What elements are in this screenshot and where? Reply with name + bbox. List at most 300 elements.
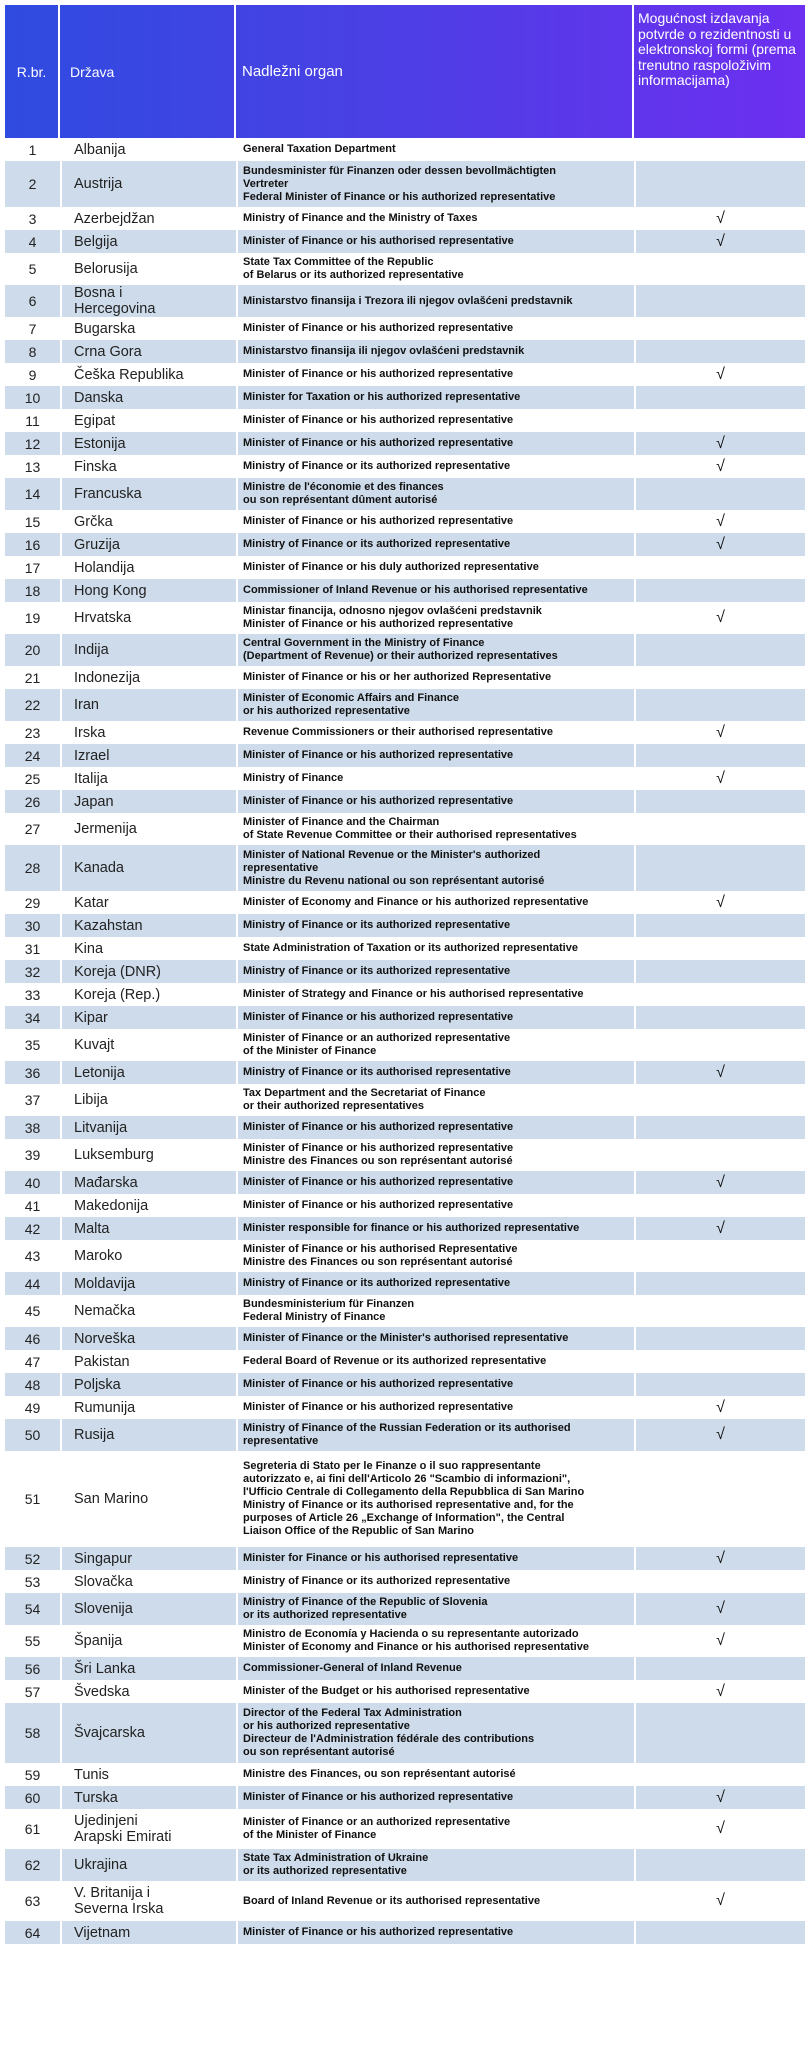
table-row	[5, 891, 805, 914]
country-cell: Luksemburg	[60, 1139, 236, 1171]
country-cell: Češka Republika	[60, 363, 236, 386]
row-number-cell: 7	[28, 320, 37, 337]
row-number-cell: 10	[24, 389, 41, 406]
country-cell: Albanija	[60, 138, 236, 161]
country-cell: Hong Kong	[60, 579, 236, 602]
country-cell: Vijetnam	[60, 1921, 236, 1944]
country-cell: Finska	[60, 455, 236, 478]
check-mark-icon: √	[716, 893, 725, 911]
check-mark-icon: √	[716, 769, 725, 787]
row-number-cell: 53	[24, 1573, 41, 1590]
table-row	[5, 602, 805, 634]
table-row	[5, 1786, 805, 1809]
table-row	[5, 230, 805, 253]
electronic-certificate-cell	[634, 1921, 805, 1944]
table-row	[5, 1373, 805, 1396]
table-row	[5, 1295, 805, 1327]
row-number-cell: 27	[24, 821, 41, 837]
table-row	[5, 1327, 805, 1350]
table-row	[5, 253, 805, 285]
authority-cell: Minister of Economy and Finance or his authorized representative	[236, 891, 634, 914]
row-number-cell: 44	[24, 1275, 41, 1292]
table-row	[5, 1809, 805, 1849]
row-number-cell: 31	[24, 940, 41, 957]
table-row	[5, 1547, 805, 1570]
row-number-cell: 24	[24, 747, 41, 764]
table-row	[5, 161, 805, 207]
table-row	[5, 138, 805, 161]
country-cell: Šri Lanka	[60, 1657, 236, 1680]
country-cell: Španija	[60, 1625, 236, 1657]
country-cell: Libija	[60, 1084, 236, 1116]
country-cell: Austrija	[60, 161, 236, 207]
table-row	[5, 409, 805, 432]
table-row	[5, 1272, 805, 1295]
authority-cell: Ministarstvo finansija i Trezora ili njegov ovlašćeni predstavnik	[236, 285, 634, 317]
country-cell: Nemačka	[60, 1295, 236, 1327]
row-number-cell: 59	[24, 1766, 41, 1783]
table-row	[5, 1680, 805, 1703]
row-number-cell: 35	[24, 1037, 41, 1053]
row-number-cell: 55	[24, 1633, 41, 1649]
electronic-certificate-cell	[634, 1419, 805, 1451]
electronic-certificate-cell	[634, 1593, 805, 1625]
authority-cell: Federal Board of Revenue or its authorized representative	[236, 1350, 634, 1373]
authority-cell: Minister for Taxation or his authorized representative	[236, 386, 634, 409]
country-cell: Malta	[60, 1217, 236, 1240]
row-number-cell: 17	[24, 559, 41, 576]
row-number-cell: 45	[24, 1303, 41, 1319]
authority-cell: Minister for Finance or his authorised representative	[236, 1547, 634, 1570]
electronic-certificate-cell	[634, 721, 805, 744]
row-number-cell: 12	[24, 435, 41, 452]
authority-cell: Minister of Finance or the Minister's authorised representative	[236, 1327, 634, 1350]
row-number-cell: 26	[24, 793, 41, 810]
country-cell: Kina	[60, 937, 236, 960]
country-cell: Koreja (Rep.)	[60, 983, 236, 1006]
country-cell: Kipar	[60, 1006, 236, 1029]
electronic-certificate-cell	[634, 813, 805, 845]
table-row	[5, 1570, 805, 1593]
electronic-certificate-cell	[634, 455, 805, 478]
country-cell: Francuska	[60, 478, 236, 510]
electronic-certificate-cell	[634, 790, 805, 813]
row-number-cell: 64	[24, 1924, 41, 1941]
check-mark-icon: √	[716, 365, 725, 383]
electronic-certificate-cell	[634, 1139, 805, 1171]
country-cell: V. Britanija i Severna Irska	[60, 1881, 236, 1921]
table-row	[5, 937, 805, 960]
table-row	[5, 1419, 805, 1451]
table-row	[5, 960, 805, 983]
row-number-cell: 30	[24, 917, 41, 934]
country-cell: Bosna i Hercegovina	[60, 285, 236, 317]
country-cell: Mađarska	[60, 1171, 236, 1194]
authority-cell: Minister of Finance or his authorized representative	[236, 1396, 634, 1419]
authority-cell: Minister of Finance or his authorized representative	[236, 409, 634, 432]
table-row	[5, 914, 805, 937]
country-cell: Jermenija	[60, 813, 236, 845]
header-country: Država	[60, 5, 236, 138]
electronic-certificate-cell	[634, 432, 805, 455]
electronic-certificate-cell	[634, 1547, 805, 1570]
authority-cell: Minister of Finance or his authorized representative	[236, 790, 634, 813]
country-cell: Ukrajina	[60, 1849, 236, 1881]
authority-cell: Ministry of Finance or its authorized representative	[236, 960, 634, 983]
row-number-cell: 18	[24, 582, 41, 599]
row-number-cell: 46	[24, 1330, 41, 1347]
row-number-cell: 22	[24, 697, 41, 713]
table-row	[5, 455, 805, 478]
table-row	[5, 790, 805, 813]
authority-cell: Minister of Finance or his authorized representative	[236, 744, 634, 767]
country-cell: Poljska	[60, 1373, 236, 1396]
row-number-cell: 62	[24, 1857, 41, 1873]
row-number-cell: 19	[24, 610, 41, 626]
electronic-certificate-cell	[634, 138, 805, 161]
table-row	[5, 579, 805, 602]
electronic-certificate-cell	[634, 207, 805, 230]
row-number-cell: 1	[28, 141, 37, 158]
check-mark-icon: √	[716, 609, 725, 626]
authority-cell: Minister of Strategy and Finance or his authorised representative	[236, 983, 634, 1006]
check-mark-icon: √	[716, 1820, 725, 1837]
electronic-certificate-cell	[634, 1680, 805, 1703]
row-number-cell: 13	[24, 458, 41, 475]
check-mark-icon: √	[716, 209, 725, 227]
authority-cell: Minister of Finance or his authorized representative	[236, 1006, 634, 1029]
authority-cell: Minister of National Revenue or the Minister's authorized representative Ministre du Revenu national ou son représentant autorisé	[236, 845, 634, 891]
row-number-cell: 8	[28, 343, 37, 360]
authority-cell: Minister of Finance or his authorized representative	[236, 432, 634, 455]
check-mark-icon: √	[716, 535, 725, 553]
table-row	[5, 386, 805, 409]
authority-cell: Minister of Finance or his authorized representative	[236, 1116, 634, 1139]
electronic-certificate-cell	[634, 285, 805, 317]
country-cell: Litvanija	[60, 1116, 236, 1139]
country-cell: Norveška	[60, 1327, 236, 1350]
authority-cell: Minister of Finance or his authorized representative	[236, 1921, 634, 1944]
authority-cell: Minister of Finance or his authorised Representative Ministre des Finances ou son représentant autorisé	[236, 1240, 634, 1272]
table-row	[5, 845, 805, 891]
country-cell: Kazahstan	[60, 914, 236, 937]
row-number-cell: 60	[24, 1789, 41, 1806]
row-number-cell: 34	[24, 1009, 41, 1026]
row-number-cell: 23	[24, 724, 41, 741]
authority-cell: State Tax Administration of Ukraine or its authorized representative	[236, 1849, 634, 1881]
table-row	[5, 813, 805, 845]
authority-cell: Commissioner of Inland Revenue or his authorised representative	[236, 579, 634, 602]
electronic-certificate-cell	[634, 1061, 805, 1084]
row-number-cell: 43	[24, 1248, 41, 1264]
row-number-cell: 56	[24, 1660, 41, 1677]
table-row	[5, 1084, 805, 1116]
country-cell: Letonija	[60, 1061, 236, 1084]
table-row	[5, 744, 805, 767]
authority-cell: Minister of Finance or his authorized representative Ministre des Finances ou son représentant autorisé	[236, 1139, 634, 1171]
row-number-cell: 42	[24, 1220, 41, 1237]
check-mark-icon: √	[716, 1063, 725, 1081]
country-cell: Belgija	[60, 230, 236, 253]
electronic-certificate-cell	[634, 983, 805, 1006]
electronic-certificate-cell	[634, 1570, 805, 1593]
country-cell: Hrvatska	[60, 602, 236, 634]
authority-cell: Minister of Finance or his authorized representative	[236, 1786, 634, 1809]
row-number-cell: 48	[24, 1376, 41, 1393]
authority-cell: Minister of Finance or his authorized representative	[236, 1373, 634, 1396]
authority-cell: State Tax Committee of the Republic of Belarus or its authorized representative	[236, 253, 634, 285]
check-mark-icon: √	[716, 434, 725, 452]
electronic-certificate-cell	[634, 891, 805, 914]
check-mark-icon: √	[716, 1219, 725, 1237]
authority-cell: Ministarstvo finansija ili njegov ovlašćeni predstavnik	[236, 340, 634, 363]
country-cell: Holandija	[60, 556, 236, 579]
table-row	[5, 207, 805, 230]
table-row	[5, 1451, 805, 1547]
authority-cell: Ministry of Finance or its authorized representative	[236, 914, 634, 937]
table-row	[5, 1921, 805, 1944]
row-number-cell: 3	[28, 210, 37, 227]
table-row	[5, 1593, 805, 1625]
electronic-certificate-cell	[634, 666, 805, 689]
table-row	[5, 510, 805, 533]
check-mark-icon: √	[716, 1173, 725, 1191]
electronic-certificate-cell	[634, 744, 805, 767]
country-cell: Grčka	[60, 510, 236, 533]
electronic-certificate-cell	[634, 767, 805, 790]
table-row	[5, 666, 805, 689]
row-number-cell: 29	[24, 894, 41, 911]
authority-cell: Minister of Finance and the Chairman of State Revenue Committee or their authorised representatives	[236, 813, 634, 845]
country-cell: Ujedinjeni Arapski Emirati	[60, 1809, 236, 1849]
table-row	[5, 1703, 805, 1763]
row-number-cell: 49	[24, 1399, 41, 1416]
table-row	[5, 983, 805, 1006]
authority-cell: Ministar financija, odnosno njegov ovlašćeni predstavnik Minister of Finance or his authorized representative	[236, 602, 634, 634]
check-mark-icon: √	[716, 457, 725, 475]
table-row	[5, 1396, 805, 1419]
row-number-cell: 36	[24, 1064, 41, 1081]
authority-cell: Minister of Finance or his duly authorized representative	[236, 556, 634, 579]
row-number-cell: 4	[28, 233, 37, 250]
header-number: R.br.	[5, 5, 60, 138]
row-number-cell: 38	[24, 1119, 41, 1136]
authority-cell: Ministry of Finance or its authorized representative	[236, 455, 634, 478]
row-number-cell: 40	[24, 1174, 41, 1191]
country-cell: Irska	[60, 721, 236, 744]
row-number-cell: 14	[24, 486, 41, 502]
authority-cell: Minister of Finance or his authorized representative	[236, 363, 634, 386]
electronic-certificate-cell	[634, 386, 805, 409]
authority-cell: Minister of Finance or an authorized representative of the Minister of Finance	[236, 1029, 634, 1061]
country-cell: Iran	[60, 689, 236, 721]
table-row	[5, 1240, 805, 1272]
table-row	[5, 1171, 805, 1194]
table-body	[5, 138, 805, 1944]
country-cell: Švajcarska	[60, 1703, 236, 1763]
authority-cell: Ministry of Finance of the Russian Federation or its authorised representative	[236, 1419, 634, 1451]
check-mark-icon: √	[716, 1892, 725, 1909]
table-row	[5, 363, 805, 386]
country-cell: Moldavija	[60, 1272, 236, 1295]
electronic-certificate-cell	[634, 161, 805, 207]
electronic-certificate-cell	[634, 1763, 805, 1786]
electronic-certificate-cell	[634, 914, 805, 937]
electronic-certificate-cell	[634, 1625, 805, 1657]
country-cell: Maroko	[60, 1240, 236, 1272]
authority-cell: Ministro de Economía y Hacienda o su representante autorizado Minister of Economy and Finance or his authorised representative	[236, 1625, 634, 1657]
table-row	[5, 1061, 805, 1084]
electronic-certificate-cell	[634, 1171, 805, 1194]
country-cell: Egipat	[60, 409, 236, 432]
table-row	[5, 556, 805, 579]
electronic-certificate-cell	[634, 1703, 805, 1763]
electronic-certificate-cell	[634, 1327, 805, 1350]
electronic-certificate-cell	[634, 1084, 805, 1116]
country-cell: Belorusija	[60, 253, 236, 285]
country-cell: Bugarska	[60, 317, 236, 340]
row-number-cell: 52	[24, 1550, 41, 1567]
authority-cell: General Taxation Department	[236, 138, 634, 161]
authority-cell: Board of Inland Revenue or its authorised representative	[236, 1881, 634, 1921]
authority-cell: Ministry of Finance	[236, 767, 634, 790]
country-cell: Pakistan	[60, 1350, 236, 1373]
electronic-certificate-cell	[634, 1217, 805, 1240]
authority-cell: Minister of Finance or an authorized representative of the Minister of Finance	[236, 1809, 634, 1849]
check-mark-icon: √	[716, 232, 725, 250]
electronic-certificate-cell	[634, 1006, 805, 1029]
electronic-certificate-cell	[634, 1373, 805, 1396]
electronic-certificate-cell	[634, 689, 805, 721]
electronic-certificate-cell	[634, 1451, 805, 1547]
authority-cell: Tax Department and the Secretariat of Finance or their authorized representatives	[236, 1084, 634, 1116]
row-number-cell: 2	[28, 176, 37, 192]
country-cell: Kuvajt	[60, 1029, 236, 1061]
authority-cell: Ministry of Finance or its authorised representative	[236, 1061, 634, 1084]
electronic-certificate-cell	[634, 1295, 805, 1327]
table-row	[5, 317, 805, 340]
electronic-certificate-cell	[634, 1240, 805, 1272]
check-mark-icon: √	[716, 1398, 725, 1416]
electronic-certificate-cell	[634, 1029, 805, 1061]
electronic-certificate-cell	[634, 363, 805, 386]
row-number-cell: 50	[24, 1427, 41, 1443]
electronic-certificate-cell	[634, 510, 805, 533]
country-cell: Kanada	[60, 845, 236, 891]
country-cell: Koreja (DNR)	[60, 960, 236, 983]
table-row	[5, 478, 805, 510]
authority-cell: Minister of Finance or his or her authorized Representative	[236, 666, 634, 689]
authority-cell: Minister of Finance or his authorized representative	[236, 510, 634, 533]
table-row	[5, 1139, 805, 1171]
row-number-cell: 39	[24, 1147, 41, 1163]
header-electronic-certificate: Mogućnost izdavanja potvrde o rezidentnosti u elektronskoj formi (prema trenutno raspoloživim informacijama)	[638, 10, 796, 88]
country-cell: Gruzija	[60, 533, 236, 556]
country-cell: Slovačka	[60, 1570, 236, 1593]
row-number-cell: 32	[24, 963, 41, 980]
country-cell: Turska	[60, 1786, 236, 1809]
country-cell: Indija	[60, 634, 236, 666]
authority-cell: Bundesministerium für Finanzen Federal Ministry of Finance	[236, 1295, 634, 1327]
row-number-cell: 57	[24, 1683, 41, 1700]
row-number-cell: 21	[24, 669, 41, 686]
table-row	[5, 1029, 805, 1061]
row-number-cell: 61	[24, 1821, 41, 1837]
row-number-cell: 11	[25, 412, 40, 429]
table-row	[5, 1194, 805, 1217]
tax-authorities-table	[5, 5, 805, 1944]
electronic-certificate-cell	[634, 533, 805, 556]
row-number-cell: 58	[24, 1725, 41, 1741]
country-cell: Tunis	[60, 1763, 236, 1786]
country-cell: Danska	[60, 386, 236, 409]
authority-cell: State Administration of Taxation or its authorized representative	[236, 937, 634, 960]
electronic-certificate-cell	[634, 409, 805, 432]
row-number-cell: 37	[24, 1092, 41, 1108]
authority-cell: Segreteria di Stato per le Finanze o il suo rappresentante autorizzato e, ai fini dell'Articolo 26 "Scambio di informazioni", l'Ufficio Centrale di Collegamento della Repubblica di San Marino Ministry of Finance or its authorised representative and, for the purposes of Article 26 „Exchange of Information", the Central Liaison Office of the Republic of San Marino	[236, 1451, 634, 1547]
electronic-certificate-cell	[634, 1849, 805, 1881]
check-mark-icon: √	[716, 723, 725, 741]
electronic-certificate-cell	[634, 317, 805, 340]
country-cell: Izrael	[60, 744, 236, 767]
authority-cell: Minister of Economic Affairs and Finance or his authorized representative	[236, 689, 634, 721]
row-number-cell: 41	[24, 1197, 41, 1214]
table-row	[5, 767, 805, 790]
check-mark-icon: √	[716, 1788, 725, 1806]
electronic-certificate-cell	[634, 253, 805, 285]
authority-cell: Minister of Finance or his authorised representative	[236, 230, 634, 253]
authority-cell: Revenue Commissioners or their authorised representative	[236, 721, 634, 744]
authority-cell: Minister of Finance or his authorized representative	[236, 1171, 634, 1194]
table-row	[5, 1881, 805, 1921]
row-number-cell: 16	[24, 536, 41, 553]
electronic-certificate-cell	[634, 845, 805, 891]
table-row	[5, 634, 805, 666]
row-number-cell: 9	[28, 366, 37, 383]
electronic-certificate-cell	[634, 1809, 805, 1849]
table-row	[5, 1763, 805, 1786]
authority-cell: Ministry of Finance or its authorized representative	[236, 1272, 634, 1295]
country-cell: Rumunija	[60, 1396, 236, 1419]
row-number-cell: 54	[24, 1601, 41, 1617]
table-row	[5, 1849, 805, 1881]
electronic-certificate-cell	[634, 230, 805, 253]
electronic-certificate-cell	[634, 340, 805, 363]
country-cell: Katar	[60, 891, 236, 914]
row-number-cell: 28	[24, 860, 41, 876]
check-mark-icon: √	[716, 1600, 725, 1617]
authority-cell: Director of the Federal Tax Administration or his authorized representative Directeur de l'Administration fédérale des contributions ou son représentant autorisé	[236, 1703, 634, 1763]
country-cell: Italija	[60, 767, 236, 790]
country-cell: Makedonija	[60, 1194, 236, 1217]
check-mark-icon: √	[716, 1426, 725, 1443]
authority-cell: Minister of Finance or his authorized representative	[236, 317, 634, 340]
authority-cell: Ministry of Finance of the Republic of Slovenia or its authorized representative	[236, 1593, 634, 1625]
electronic-certificate-cell	[634, 937, 805, 960]
electronic-certificate-cell	[634, 579, 805, 602]
electronic-certificate-cell	[634, 556, 805, 579]
table-row	[5, 721, 805, 744]
country-cell: Indonezija	[60, 666, 236, 689]
authority-cell: Ministre de l'économie et des finances ou son représentant dûment autorisé	[236, 478, 634, 510]
table-row	[5, 689, 805, 721]
authority-cell: Ministry of Finance or its authorized representative	[236, 1570, 634, 1593]
electronic-certificate-cell	[634, 634, 805, 666]
country-cell: Azerbejdžan	[60, 207, 236, 230]
table-row	[5, 285, 805, 317]
electronic-certificate-cell	[634, 1881, 805, 1921]
check-mark-icon: √	[716, 512, 725, 530]
